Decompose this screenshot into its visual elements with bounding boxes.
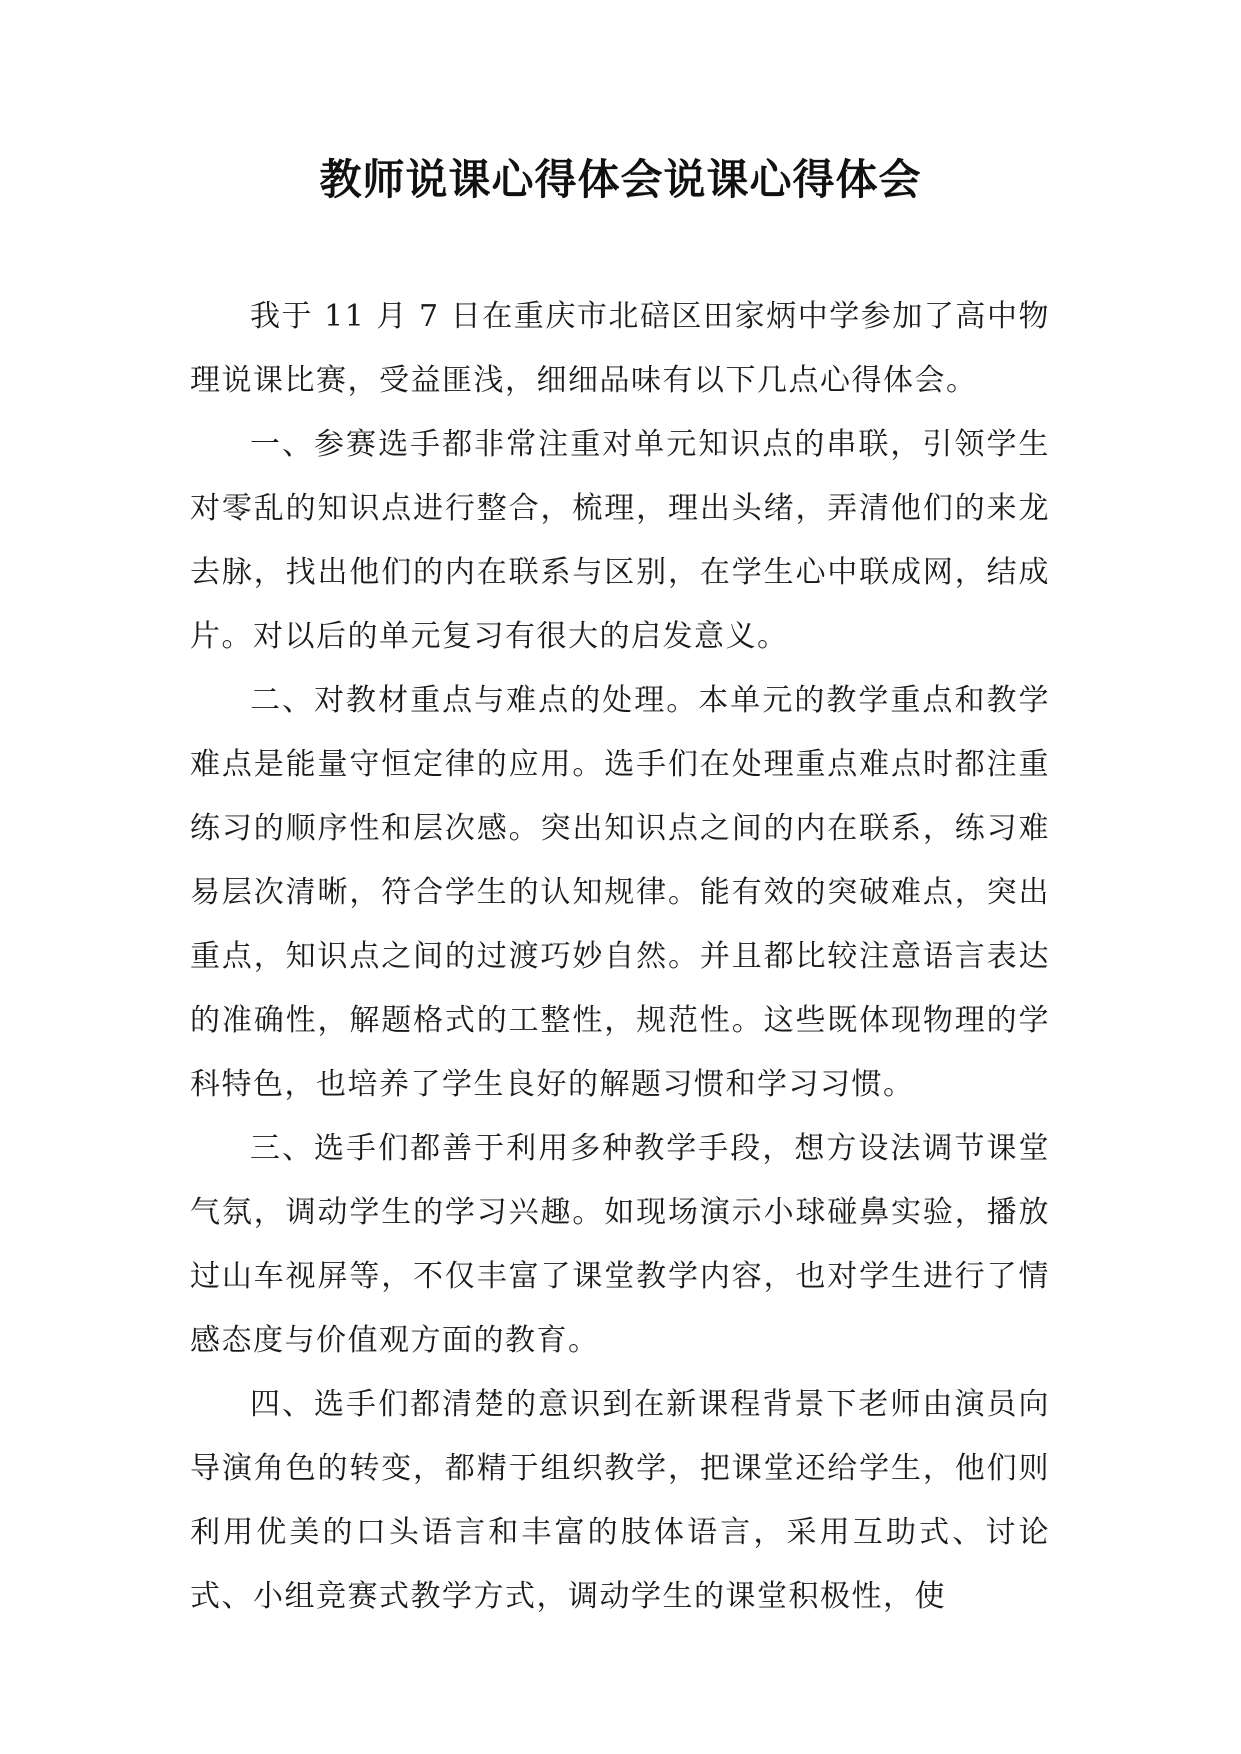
paragraph-point-2: 二、对教材重点与难点的处理。本单元的教学重点和教学难点是能量守恒定律的应用。选手们在处理重点难点时都注重练习的顺序性和层次感。突出知识点之间的内在联系，练习难易层次清晰，符合学生的认知规律。能有效的突破难点，突出重点，知识点之间的过渡巧妙自然。并且都比较注意语言表达的准确性，解题格式的工整性，规范性。这些既体现物理的学科特色，也培养了学生良好的解题习惯和学习习惯。	[190, 683, 1050, 1102]
paragraph-intro: 我于 11 月 7 日在重庆市北碚区田家炳中学参加了高中物理说课比赛，受益匪浅，细细品味有以下几点心得体会。	[190, 299, 1050, 398]
document-title: 教师说课心得体会说课心得体会	[319, 155, 922, 204]
document-body	[190, 285, 1050, 1629]
paragraph-point-3: 三、选手们都善于利用多种教学手段，想方设法调节课堂气氛，调动学生的学习兴趣。如现场演示小球碰鼻实验，播放过山车视屏等，不仅丰富了课堂教学内容，也对学生进行了情感态度与价值观方面的教育。	[190, 1131, 1050, 1358]
paragraph-point-4: 四、选手们都清楚的意识到在新课程背景下老师由演员向导演角色的转变，都精于组织教学，把课堂还给学生，他们则利用优美的口头语言和丰富的肢体语言，采用互助式、讨论式、小组竞赛式教学方式，调动学生的课堂积极性，使	[190, 1387, 1050, 1614]
paragraph-point-1: 一、参赛选手都非常注重对单元知识点的串联，引领学生对零乱的知识点进行整合，梳理，理出头绪，弄清他们的来龙去脉，找出他们的内在联系与区别，在学生心中联成网，结成片。对以后的单元复习有很大的启发意义。	[190, 427, 1050, 654]
